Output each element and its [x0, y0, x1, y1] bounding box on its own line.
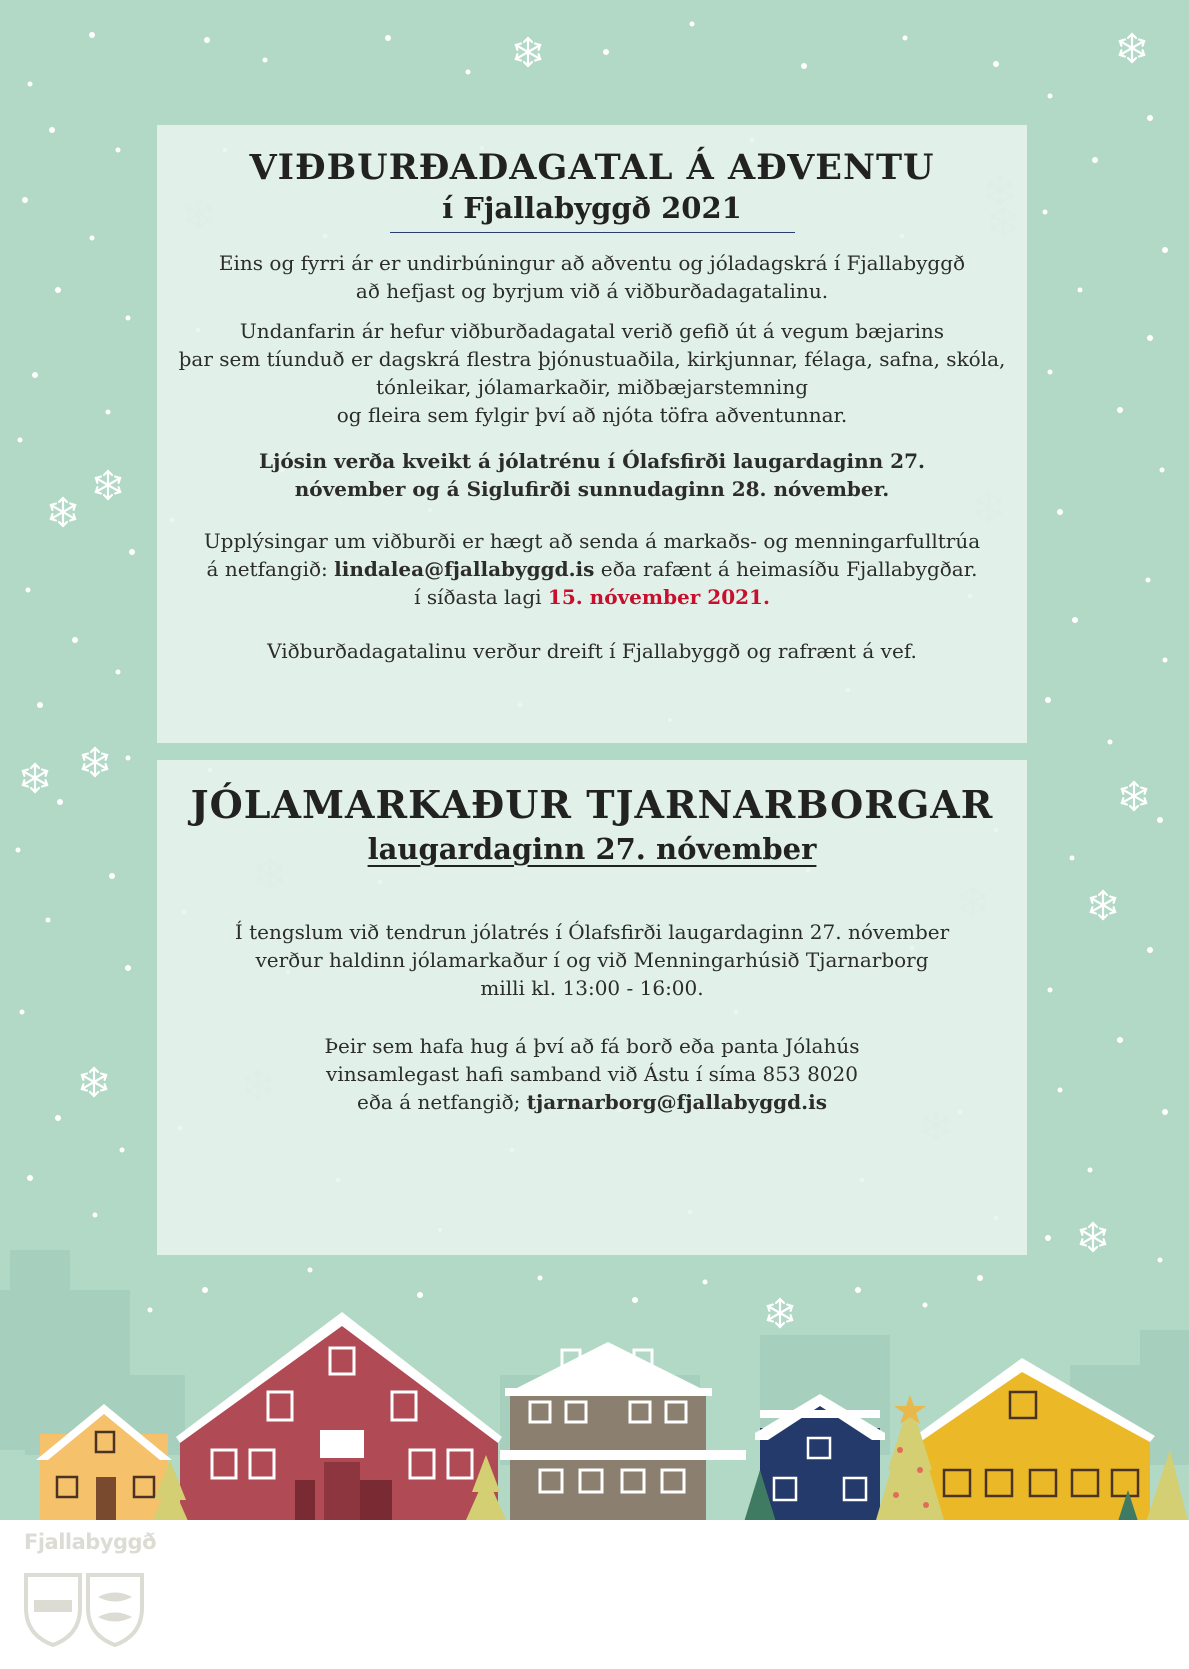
- market-title: JÓLAMARKAÐUR TJARNARBORGAR: [190, 782, 994, 827]
- intro-paragraph: Eins og fyrri ár er undirbúningur að aðventu og jóladagskrá í Fjallabyggð að hefjast og byrjum við á viðburðadagatalinu.: [218, 250, 966, 303]
- email-link[interactable]: lindalea@fjallabyggd.is: [334, 556, 595, 581]
- page-title: VIÐBURÐADAGATAL Á AÐVENTU: [249, 147, 935, 188]
- event-calendar-panel: [157, 125, 1027, 743]
- house-icon: [176, 1312, 502, 1524]
- page-subtitle: í Fjallabyggð 2021: [442, 191, 742, 225]
- village-houses: [36, 1312, 1189, 1554]
- market-contact: Þeir sem hafa hug á því að fá borð eða panta Jólahús vinsamlegast hafi samband við Ástu í síma 853 8020 eða á netfangið; tjarnarborg@fjallabyggd.is: [324, 1034, 860, 1115]
- title-divider: [390, 232, 795, 233]
- submission-info-paragraph: Upplýsingar um viðburði er hægt að senda á markaðs- og menningarfulltrúa á netfangið: lindalea@fjallabyggd.is eða rafænt á heimasíðu Fjallabygðar. í síðasta lagi 15. nóvember 2021.: [203, 528, 981, 609]
- market-date: laugardaginn 27. nóvember: [367, 831, 817, 866]
- fjallabyggd-logo: Fjallabyggð: [24, 1530, 156, 1554]
- deadline-date: 15. nóvember 2021.: [547, 584, 770, 609]
- house-icon: [500, 1342, 746, 1524]
- email-link[interactable]: tjarnarborg@fjallabyggd.is: [526, 1090, 827, 1115]
- christmas-market-panel: [157, 760, 1027, 1255]
- house-icon: [755, 1394, 885, 1524]
- distribution-paragraph: Viðburðadagatalinu verður dreift í Fjallabyggð og rafrænt á vef.: [267, 638, 917, 663]
- details-paragraph: Undanfarin ár hefur viðburðadagatal verið gefið út á vegum bæjarins þar sem tíunduð er dagskrá flestra þjónustuaðila, kirkjunnar, félaga, safna, skóla, tónleikar, jólamarkaðir, miðbæjarstemning og fleira sem fylgir því að njóta töfra aðventunnar.: [178, 318, 1006, 427]
- snow-ground: [0, 1520, 1189, 1669]
- tree-lighting-paragraph: Ljósin verða kveikt á jólatrénu í Ólafsfirði laugardaginn 27. nóvember og á Siglufirði sunnudaginn 28. nóvember.: [259, 448, 925, 501]
- market-description: Í tengslum við tendrun jólatrés í Ólafsfirði laugardaginn 27. nóvember verður haldinn jólamarkaður í og við Menningarhúsið Tjarnarborg milli kl. 13:00 - 16:00.: [234, 920, 950, 1001]
